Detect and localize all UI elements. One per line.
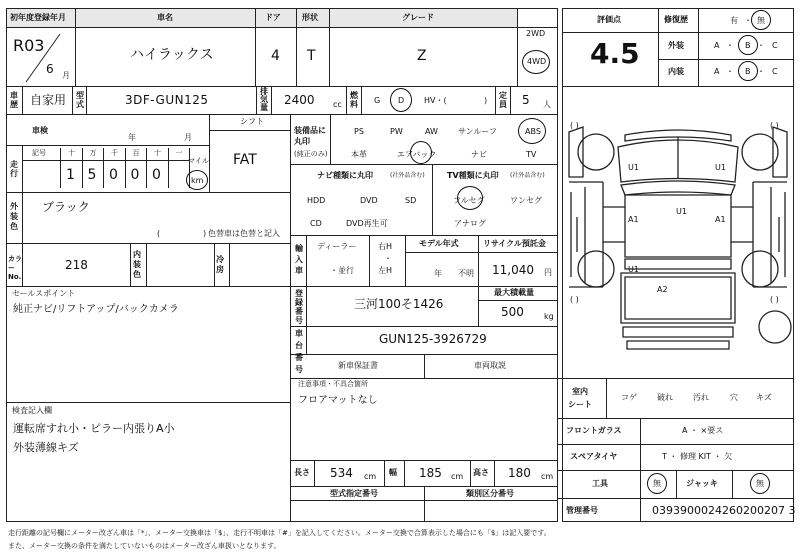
fuel-label: 燃料 — [350, 91, 358, 109]
interior-grade-circle — [738, 61, 758, 81]
max-load-value: 500 — [501, 305, 524, 319]
mileage-digit: 1 — [66, 167, 75, 183]
car-diagram — [563, 87, 793, 377]
repair-dot: ・ — [744, 16, 752, 25]
tv-analog: アナログ — [454, 219, 486, 228]
sheet-koge: コゲ — [621, 393, 637, 402]
tv-oneseg: ワンセグ — [510, 196, 542, 205]
color-note-close: ) — [203, 229, 207, 238]
management-value: 0393900024260200207 3 — [652, 504, 796, 517]
paren-br: ( ) — [770, 295, 779, 304]
spare-label: スペアタイヤ — [570, 452, 618, 461]
mileage-digit-header: 千 — [111, 149, 118, 157]
equip-navi: ナビ — [471, 150, 487, 159]
km-circle — [186, 170, 208, 190]
first-reg-label: 初年度登録年月 — [10, 13, 66, 22]
cc-unit: cc — [333, 100, 342, 109]
navi-hdd: HDD — [307, 196, 326, 205]
mile-label: マイル — [188, 157, 209, 165]
color-note: 色替車は色替と記入 — [208, 229, 280, 238]
equip-pw: PW — [390, 127, 403, 136]
repair-no-circle — [751, 10, 771, 30]
import-dealer: ディーラー — [317, 242, 357, 251]
color-no-label: カラーNo. — [8, 255, 22, 281]
mark-a2: A2 — [657, 285, 668, 294]
capacity-label: 定員 — [499, 91, 507, 109]
equip-sunroof: サンルーフ — [458, 127, 497, 136]
exterior-grade-circle — [738, 35, 758, 55]
jack-label: ジャッキ — [686, 479, 718, 488]
abs-circle — [518, 118, 546, 144]
equip-aw: AW — [425, 127, 438, 136]
color-value: ブラック — [42, 200, 90, 214]
inspection-month: 月 — [184, 133, 192, 142]
navi-dvd: DVD — [360, 196, 378, 205]
model-year-unknown: 不明 — [458, 269, 474, 278]
first-reg-month: 6 — [46, 62, 54, 76]
equipment-label-1: 装備品に — [294, 126, 326, 135]
navi-sd: SD — [405, 196, 417, 205]
model-year-year: 年 — [434, 269, 442, 278]
sheet-yogore: 汚れ — [693, 393, 709, 402]
import-right-h: 右H — [378, 242, 393, 251]
owner-manual: 車両取説 — [474, 361, 506, 370]
grade-separator: ・ — [757, 67, 765, 76]
shape-label: 形状 — [302, 13, 318, 22]
score-label: 評価点 — [597, 15, 621, 24]
repair-label: 修復歴 — [664, 15, 688, 24]
shift-value: FAT — [233, 152, 257, 168]
inspection-year: 年 — [128, 133, 136, 142]
paren-tl: ( ) — [570, 121, 579, 130]
shape-value: T — [307, 48, 316, 64]
exterior-grade-option: A — [714, 41, 720, 50]
mark-u1-d: U1 — [628, 265, 639, 274]
navi-note: (社外品含む) — [390, 172, 425, 179]
recycle-value: 11,040 — [492, 263, 534, 277]
length-label: 長さ — [294, 468, 310, 477]
capacity-value: 5 — [522, 93, 530, 107]
sales-point-label: セールスポイント — [12, 289, 76, 298]
mark-u1-b: U1 — [715, 163, 726, 172]
sales-point-value: 純正ナビ/リフトアップ/バックカメラ — [13, 304, 179, 315]
chassis-value: GUN125-3926729 — [379, 332, 487, 346]
fuel-d: D — [398, 96, 405, 105]
mileage-label: 走行 — [10, 160, 18, 178]
slash-divider — [20, 30, 65, 85]
fuel-hv: HV・( — [424, 96, 447, 105]
fullseg-circle — [457, 186, 483, 210]
score-value: 4.5 — [590, 37, 640, 70]
ac-label: 冷房 — [216, 255, 224, 274]
max-load-unit: kg — [544, 312, 554, 321]
tools-label: 工具 — [592, 479, 608, 488]
equip-leather: 本革 — [351, 150, 367, 159]
month-unit: 月 — [62, 71, 70, 80]
car-name-label: 車名 — [157, 13, 173, 22]
footer-line1: 走行距離の記号欄にメーター改ざん車は「*」、メーター交換車は「$」、走行不明車は「#」を記入してください。メーター交換で合算表示した場合にも「$」は記入要です。 — [8, 529, 551, 537]
width-label: 幅 — [389, 468, 397, 477]
capacity-unit: 人 — [543, 100, 551, 109]
import-parallel: ・並行 — [330, 266, 354, 275]
inspector-label: 検査記入欄 — [12, 406, 52, 415]
interior-grade-option: C — [772, 67, 778, 76]
interior-sheet-label-2: シート — [568, 400, 592, 409]
grade-separator: ・ — [726, 67, 734, 76]
length-unit: cm — [364, 472, 377, 481]
navi-label: ナビ種類に丸印 — [317, 171, 373, 180]
model-year-label: モデル年式 — [419, 239, 459, 248]
grade-separator: ・ — [757, 41, 765, 50]
new-car-manual: 新車保証書 — [338, 361, 378, 370]
caution-label: 注意事項・不具合箇所 — [298, 380, 368, 388]
windshield-value: A ・ ×要ス — [682, 426, 724, 435]
usage-label: 車歴 — [10, 91, 18, 109]
exterior-grade-option: B — [745, 41, 751, 50]
repair-no: 無 — [757, 16, 765, 25]
windshield-label: フロントガラス — [566, 426, 622, 435]
first-reg-era: R03 — [13, 36, 45, 55]
caution-value: フロアマットなし — [298, 395, 378, 406]
mileage-digit: 0 — [130, 167, 140, 183]
airbag-circle — [410, 141, 432, 164]
recycle-label: リサイクル預託金 — [483, 239, 546, 248]
color-note-open: ( — [157, 229, 161, 238]
paren-bl: ( ) — [570, 295, 579, 304]
usage-value: 自家用 — [30, 93, 67, 107]
doors-value: 4 — [271, 48, 280, 64]
registration-value: 三河100そ1426 — [354, 297, 444, 311]
spare-value: T ・ 修理 KIT ・ 欠 — [662, 452, 733, 461]
recycle-yen: 円 — [544, 268, 552, 277]
repair-yes: 有 — [730, 16, 738, 25]
fuel-d-circle — [390, 88, 412, 112]
interior-grade-option: B — [745, 67, 751, 76]
fuel-close: ) — [484, 96, 488, 105]
mileage-digit: 0 — [152, 167, 161, 183]
equip-airbag: エアバック — [397, 150, 437, 159]
height-value: 180 — [508, 466, 531, 480]
management-label: 管理番号 — [566, 506, 598, 515]
fuel-g: G — [374, 96, 381, 105]
door-label: ドア — [265, 13, 281, 22]
drive-2wd: 2WD — [526, 29, 546, 38]
navi-cd: CD — [310, 219, 322, 228]
paren-tr: ( ) — [770, 121, 779, 130]
mark-u1-c: U1 — [676, 207, 687, 216]
color-no-value: 218 — [65, 258, 88, 272]
max-load-label: 最大積載量 — [494, 288, 534, 297]
height-label: 高さ — [473, 468, 489, 477]
model-value: 3DF-GUN125 — [125, 93, 209, 107]
km-label: km — [191, 176, 204, 185]
car-name: ハイラックス — [130, 47, 214, 63]
inspector-line1: 運転席すれ小・ピラー内張りA小 — [13, 422, 175, 435]
sheet-yabure: 破れ — [657, 393, 673, 402]
displacement-value: 2400 — [284, 93, 315, 107]
class-number-label: 類別区分番号 — [466, 489, 514, 498]
type-designation-label: 型式指定番号 — [330, 489, 378, 498]
exterior-grade-label: 外装 — [668, 41, 684, 50]
equip-ps: PS — [354, 127, 364, 136]
inspector-line2: 外装薄線キズ — [13, 441, 79, 454]
equipment-note: (純正のみ) — [294, 150, 328, 158]
mileage-digit-header: 百 — [132, 149, 140, 157]
mark-a1-a: A1 — [628, 215, 639, 224]
mileage-digit: 5 — [87, 167, 97, 183]
jack-value: 無 — [756, 479, 764, 488]
width-unit: cm — [451, 472, 464, 481]
registration-label: 登録番号 — [295, 289, 303, 325]
height-unit: cm — [541, 472, 554, 481]
import-left-h: 左H — [378, 266, 393, 275]
import-dot: ・ — [384, 254, 392, 263]
grade-label: グレード — [402, 13, 434, 22]
interior-color-label: 内装色 — [133, 250, 141, 279]
width-value: 185 — [419, 466, 442, 480]
mileage-digit-header: 十 — [154, 149, 161, 157]
mileage-digit: 0 — [109, 167, 118, 183]
interior-sheet-label-1: 室内 — [572, 387, 588, 396]
sheet-ana: 穴 — [730, 393, 738, 402]
tv-note: (社外品含む) — [510, 172, 545, 179]
drive-4wd-circle — [522, 50, 550, 74]
grade-separator: ・ — [726, 41, 734, 50]
interior-grade-option: A — [714, 67, 720, 76]
shift-label: シフト — [240, 117, 264, 126]
equipment-label-2: 丸印 — [294, 137, 310, 146]
navi-dvd-play: DVD再生可 — [346, 219, 388, 228]
footer-line2: また、メーター交換の条件を満たしていないものはメーター改ざん車扱いとなります。 — [8, 542, 281, 550]
import-label: 輸入車 — [295, 244, 303, 275]
equip-abs: ABS — [525, 127, 541, 136]
tools-value: 無 — [653, 479, 661, 488]
inspection-label: 車検 — [32, 126, 48, 135]
chassis-label: 車台番号 — [295, 329, 303, 374]
length-value: 534 — [330, 466, 353, 480]
tv-label: TV種類に丸印 — [447, 171, 499, 180]
model-label: 型式 — [76, 91, 84, 109]
header-row — [7, 9, 517, 27]
mark-a1-b: A1 — [715, 215, 726, 224]
equip-tv: TV — [526, 150, 537, 159]
jack-circle — [750, 473, 770, 494]
mark-u1-a: U1 — [628, 163, 639, 172]
interior-grade-label: 内装 — [668, 67, 684, 76]
exterior-grade-option: C — [772, 41, 778, 50]
mileage-digit-header: 一 — [175, 149, 183, 157]
tools-circle — [647, 473, 667, 494]
displacement-label: 排気量 — [260, 87, 268, 112]
grade-value: Z — [417, 48, 427, 64]
mileage-digit-header: 十 — [68, 149, 75, 157]
mileage-digit-header: 万 — [89, 149, 97, 157]
color-label: 外装色 — [10, 202, 18, 231]
mileage-symbol-label: 記号 — [32, 149, 46, 157]
tv-fullseg: フルセグ — [453, 196, 485, 205]
drive-4wd: 4WD — [527, 57, 547, 66]
sheet-kizu: キズ — [756, 393, 772, 402]
